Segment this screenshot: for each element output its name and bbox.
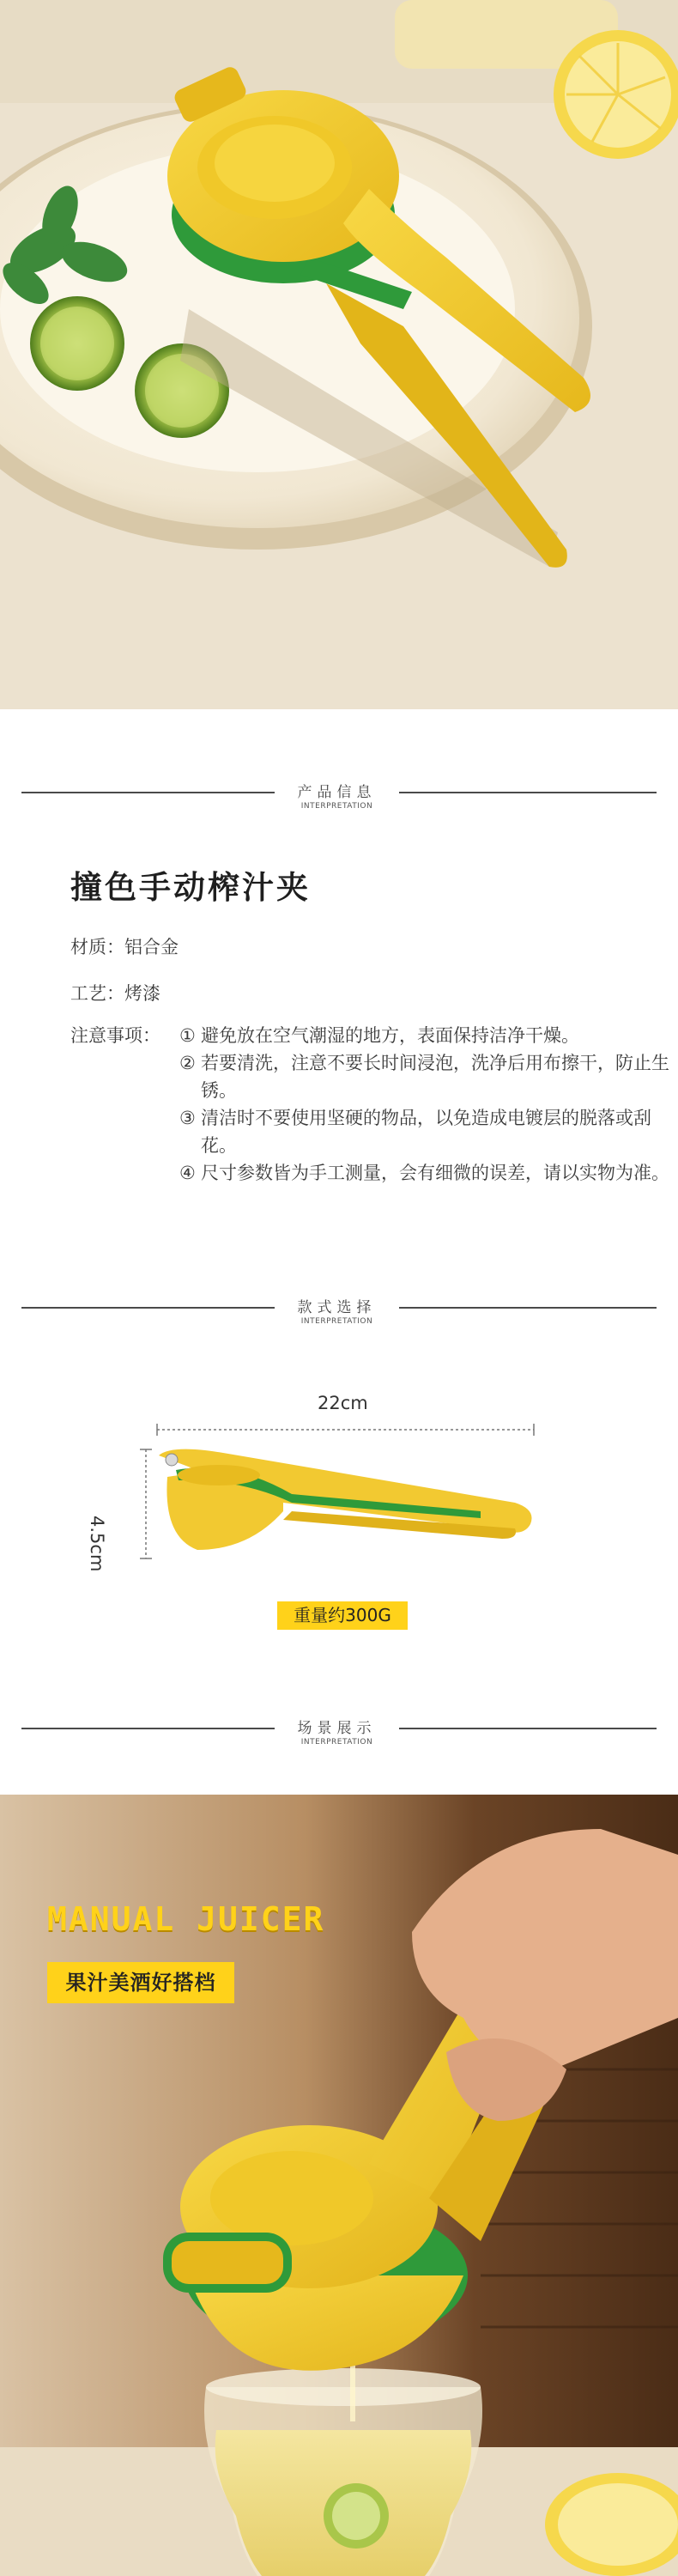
section-header-product-info — [0, 773, 678, 824]
section-header-style — [0, 1288, 678, 1340]
section-subtitle: INTERPRETATION — [300, 802, 373, 811]
note-item — [179, 1104, 677, 1159]
weight-badge: 重量约300G — [277, 1601, 408, 1630]
section-subtitle: INTERPRETATION — [300, 1317, 373, 1326]
note-number: ② — [179, 1053, 196, 1073]
divider-right — [399, 792, 657, 793]
notes-label: 注意事项： — [70, 1025, 160, 1046]
note-item — [179, 1022, 677, 1049]
product-name: 撞色手动榨汁夹 — [70, 869, 311, 906]
divider-left — [21, 1307, 275, 1309]
spec-craft: 工艺：烤漆 — [70, 983, 160, 1004]
length-label: 22cm — [318, 1393, 368, 1413]
hero-illustration — [0, 0, 678, 709]
hero-product-photo — [0, 0, 678, 709]
divider-left — [21, 1728, 275, 1729]
note-number: ④ — [179, 1163, 196, 1183]
note-number: ③ — [179, 1108, 196, 1128]
note-text: 尺寸参数皆为手工测量，会有细微的误差，请以实物为准。 — [201, 1163, 669, 1183]
divider-right — [399, 1728, 657, 1729]
divider-left — [21, 792, 275, 793]
section-header-scene — [0, 1709, 678, 1760]
section-title: 产品信息 — [297, 784, 377, 801]
section-title: 款式选择 — [297, 1299, 377, 1316]
section-subtitle: INTERPRETATION — [300, 1738, 373, 1747]
note-text: 避免放在空气潮湿的地方，表面保持洁净干燥。 — [201, 1025, 579, 1046]
size-diagram — [0, 1374, 678, 1657]
spec-material: 材质：铝合金 — [70, 937, 179, 957]
juicer-dimension-drawing — [0, 1374, 678, 1597]
scene-photo — [0, 1795, 678, 2576]
height-label: 4.5cm — [87, 1516, 107, 1572]
note-item — [179, 1159, 677, 1187]
note-text: 清洁时不要使用坚硬的物品，以免造成电镀层的脱落或刮花。 — [201, 1108, 651, 1156]
note-text: 若要清洗，注意不要长时间浸泡，洗净后用布擦干，防止生锈。 — [201, 1053, 669, 1101]
divider-right — [399, 1307, 657, 1309]
scene-headline: MANUAL JUICER — [47, 1900, 325, 1938]
section-title: 场景展示 — [297, 1720, 377, 1737]
note-item — [179, 1049, 677, 1104]
notes-list — [179, 1022, 677, 1187]
note-number: ① — [179, 1025, 196, 1046]
scene-tagline-badge: 果汁美酒好搭档 — [47, 1962, 234, 2003]
